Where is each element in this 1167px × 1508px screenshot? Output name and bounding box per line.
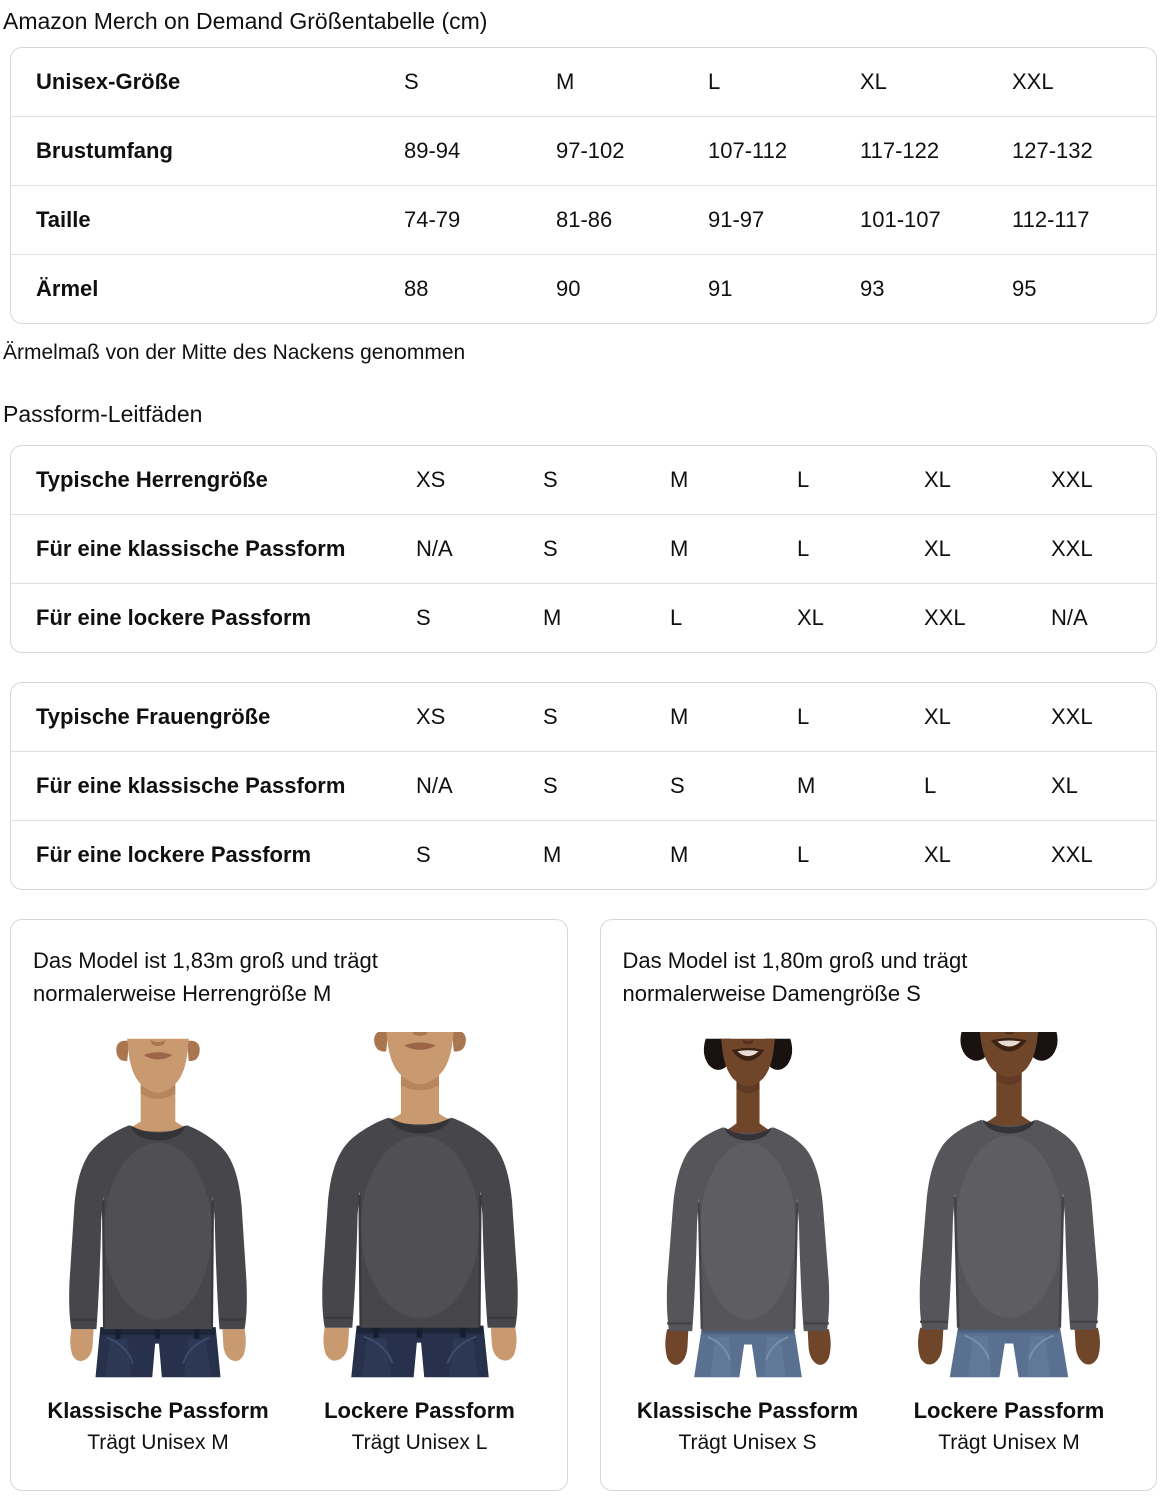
size-cell: 88 <box>404 276 429 301</box>
size-cell: M <box>670 536 689 561</box>
size-cell: 117-122 <box>860 138 940 163</box>
size-cell: N/A <box>416 773 453 798</box>
fit-size: Trägt Unisex M <box>938 1431 1080 1454</box>
size-cell: S <box>416 842 431 867</box>
womens-fit-table <box>10 682 1157 890</box>
size-cell: L <box>708 69 721 94</box>
row-label: Unisex-Größe <box>36 69 181 94</box>
size-cell: L <box>670 605 683 630</box>
size-cell: L <box>797 842 810 867</box>
size-cell: M <box>670 467 689 492</box>
row-label: Brustumfang <box>36 138 173 163</box>
size-cell: N/A <box>416 536 453 561</box>
size-cell: 112-117 <box>1012 207 1090 232</box>
size-cell: S <box>670 773 685 798</box>
row-label: Typische Herrengröße <box>36 467 268 492</box>
photo-row <box>33 1032 545 1384</box>
photo-caption <box>33 1398 283 1455</box>
table-row <box>11 446 1156 514</box>
size-cell: 97-102 <box>556 138 625 163</box>
size-cell: 127-132 <box>1012 138 1093 163</box>
size-cell: XXL <box>924 605 966 630</box>
size-cell: 95 <box>1012 276 1037 301</box>
row-label: Taille <box>36 207 91 232</box>
size-cell: XL <box>797 605 824 630</box>
size-cell: XXL <box>1051 536 1093 561</box>
fit-guides-heading: Passform-Leitfäden <box>3 401 203 427</box>
size-cell: XL <box>924 842 951 867</box>
size-cell: XL <box>860 69 887 94</box>
size-cell: 90 <box>556 276 581 301</box>
size-cell: N/A <box>1051 605 1088 630</box>
size-cell: 74-79 <box>404 207 461 232</box>
size-cell: S <box>543 773 558 798</box>
photo-caption <box>295 1398 545 1455</box>
male-model-card <box>10 919 568 1491</box>
size-cell: XXL <box>1051 704 1093 729</box>
size-cell: M <box>670 842 689 867</box>
size-cell: M <box>797 773 816 798</box>
size-cell: XS <box>416 704 446 729</box>
table-row <box>11 254 1156 323</box>
size-cell: 91-97 <box>708 207 765 232</box>
size-cell: M <box>543 605 562 630</box>
size-cell: XL <box>924 467 951 492</box>
size-cell: 93 <box>860 276 885 301</box>
size-cell: XXL <box>1051 842 1093 867</box>
female-model-card <box>600 919 1158 1491</box>
fit-name: Klassische Passform <box>47 1398 269 1423</box>
table-row <box>11 185 1156 254</box>
size-cell: XL <box>924 536 951 561</box>
photo-caption <box>884 1398 1134 1455</box>
size-cell: L <box>924 773 937 798</box>
female-model-loose-fit-photo <box>884 1032 1134 1384</box>
size-cell: 89-94 <box>404 138 461 163</box>
size-cell: 91 <box>708 276 733 301</box>
caption-row <box>33 1398 545 1455</box>
size-cell: 101-107 <box>860 207 941 232</box>
mens-fit-table <box>10 445 1157 653</box>
row-label: Ärmel <box>36 276 99 301</box>
fit-name: Lockere Passform <box>913 1398 1105 1423</box>
size-cell: 81-86 <box>556 207 613 232</box>
table-row <box>11 683 1156 751</box>
photo-row <box>623 1032 1135 1384</box>
size-cell: 107-112 <box>708 138 788 163</box>
row-label: Für eine lockere Passform <box>36 605 312 630</box>
sleeve-measure-note: Ärmelmaß von der Mitte des Nackens genommen <box>3 341 466 364</box>
size-cell: S <box>543 536 558 561</box>
model-cards <box>10 919 1157 1491</box>
table-row <box>11 48 1156 116</box>
size-cell: S <box>416 605 431 630</box>
row-label: Für eine lockere Passform <box>36 842 312 867</box>
table-row <box>11 583 1156 652</box>
size-cell: M <box>670 704 689 729</box>
size-cell: S <box>543 704 558 729</box>
fit-size: Trägt Unisex L <box>351 1431 488 1454</box>
size-cell: XXL <box>1051 467 1093 492</box>
male-model-loose-fit-photo <box>295 1032 545 1384</box>
size-cell: XS <box>416 467 446 492</box>
table-row <box>11 751 1156 820</box>
model-description: Das Model ist 1,80m groß und trägt normalerweise Damengröße S <box>622 948 968 1006</box>
table-row <box>11 514 1156 583</box>
size-cell: L <box>797 467 810 492</box>
table-row <box>11 116 1156 185</box>
male-model-classic-fit-photo <box>33 1032 283 1384</box>
fit-name: Klassische Passform <box>636 1398 859 1423</box>
size-cell: XXL <box>1012 69 1054 94</box>
row-label: Für eine klassische Passform <box>36 773 346 798</box>
page-title: Amazon Merch on Demand Größentabelle (cm) <box>3 8 488 34</box>
size-cell: XL <box>924 704 951 729</box>
fit-size: Trägt Unisex M <box>87 1431 229 1454</box>
size-table <box>10 47 1157 324</box>
row-label: Für eine klassische Passform <box>36 536 346 561</box>
fit-size: Trägt Unisex S <box>678 1431 817 1454</box>
model-description: Das Model ist 1,83m groß und trägt normalerweise Herrengröße M <box>33 948 378 1006</box>
row-label: Typische Frauengröße <box>36 704 271 729</box>
fit-name: Lockere Passform <box>324 1398 515 1423</box>
female-model-classic-fit-photo <box>623 1032 873 1384</box>
photo-caption <box>623 1398 873 1455</box>
size-cell: M <box>543 842 562 867</box>
caption-row <box>623 1398 1135 1455</box>
table-row <box>11 820 1156 889</box>
size-cell: S <box>404 69 419 94</box>
size-cell: S <box>543 467 558 492</box>
size-cell: XL <box>1051 773 1078 798</box>
size-cell: M <box>556 69 575 94</box>
size-cell: L <box>797 704 810 729</box>
size-cell: L <box>797 536 810 561</box>
